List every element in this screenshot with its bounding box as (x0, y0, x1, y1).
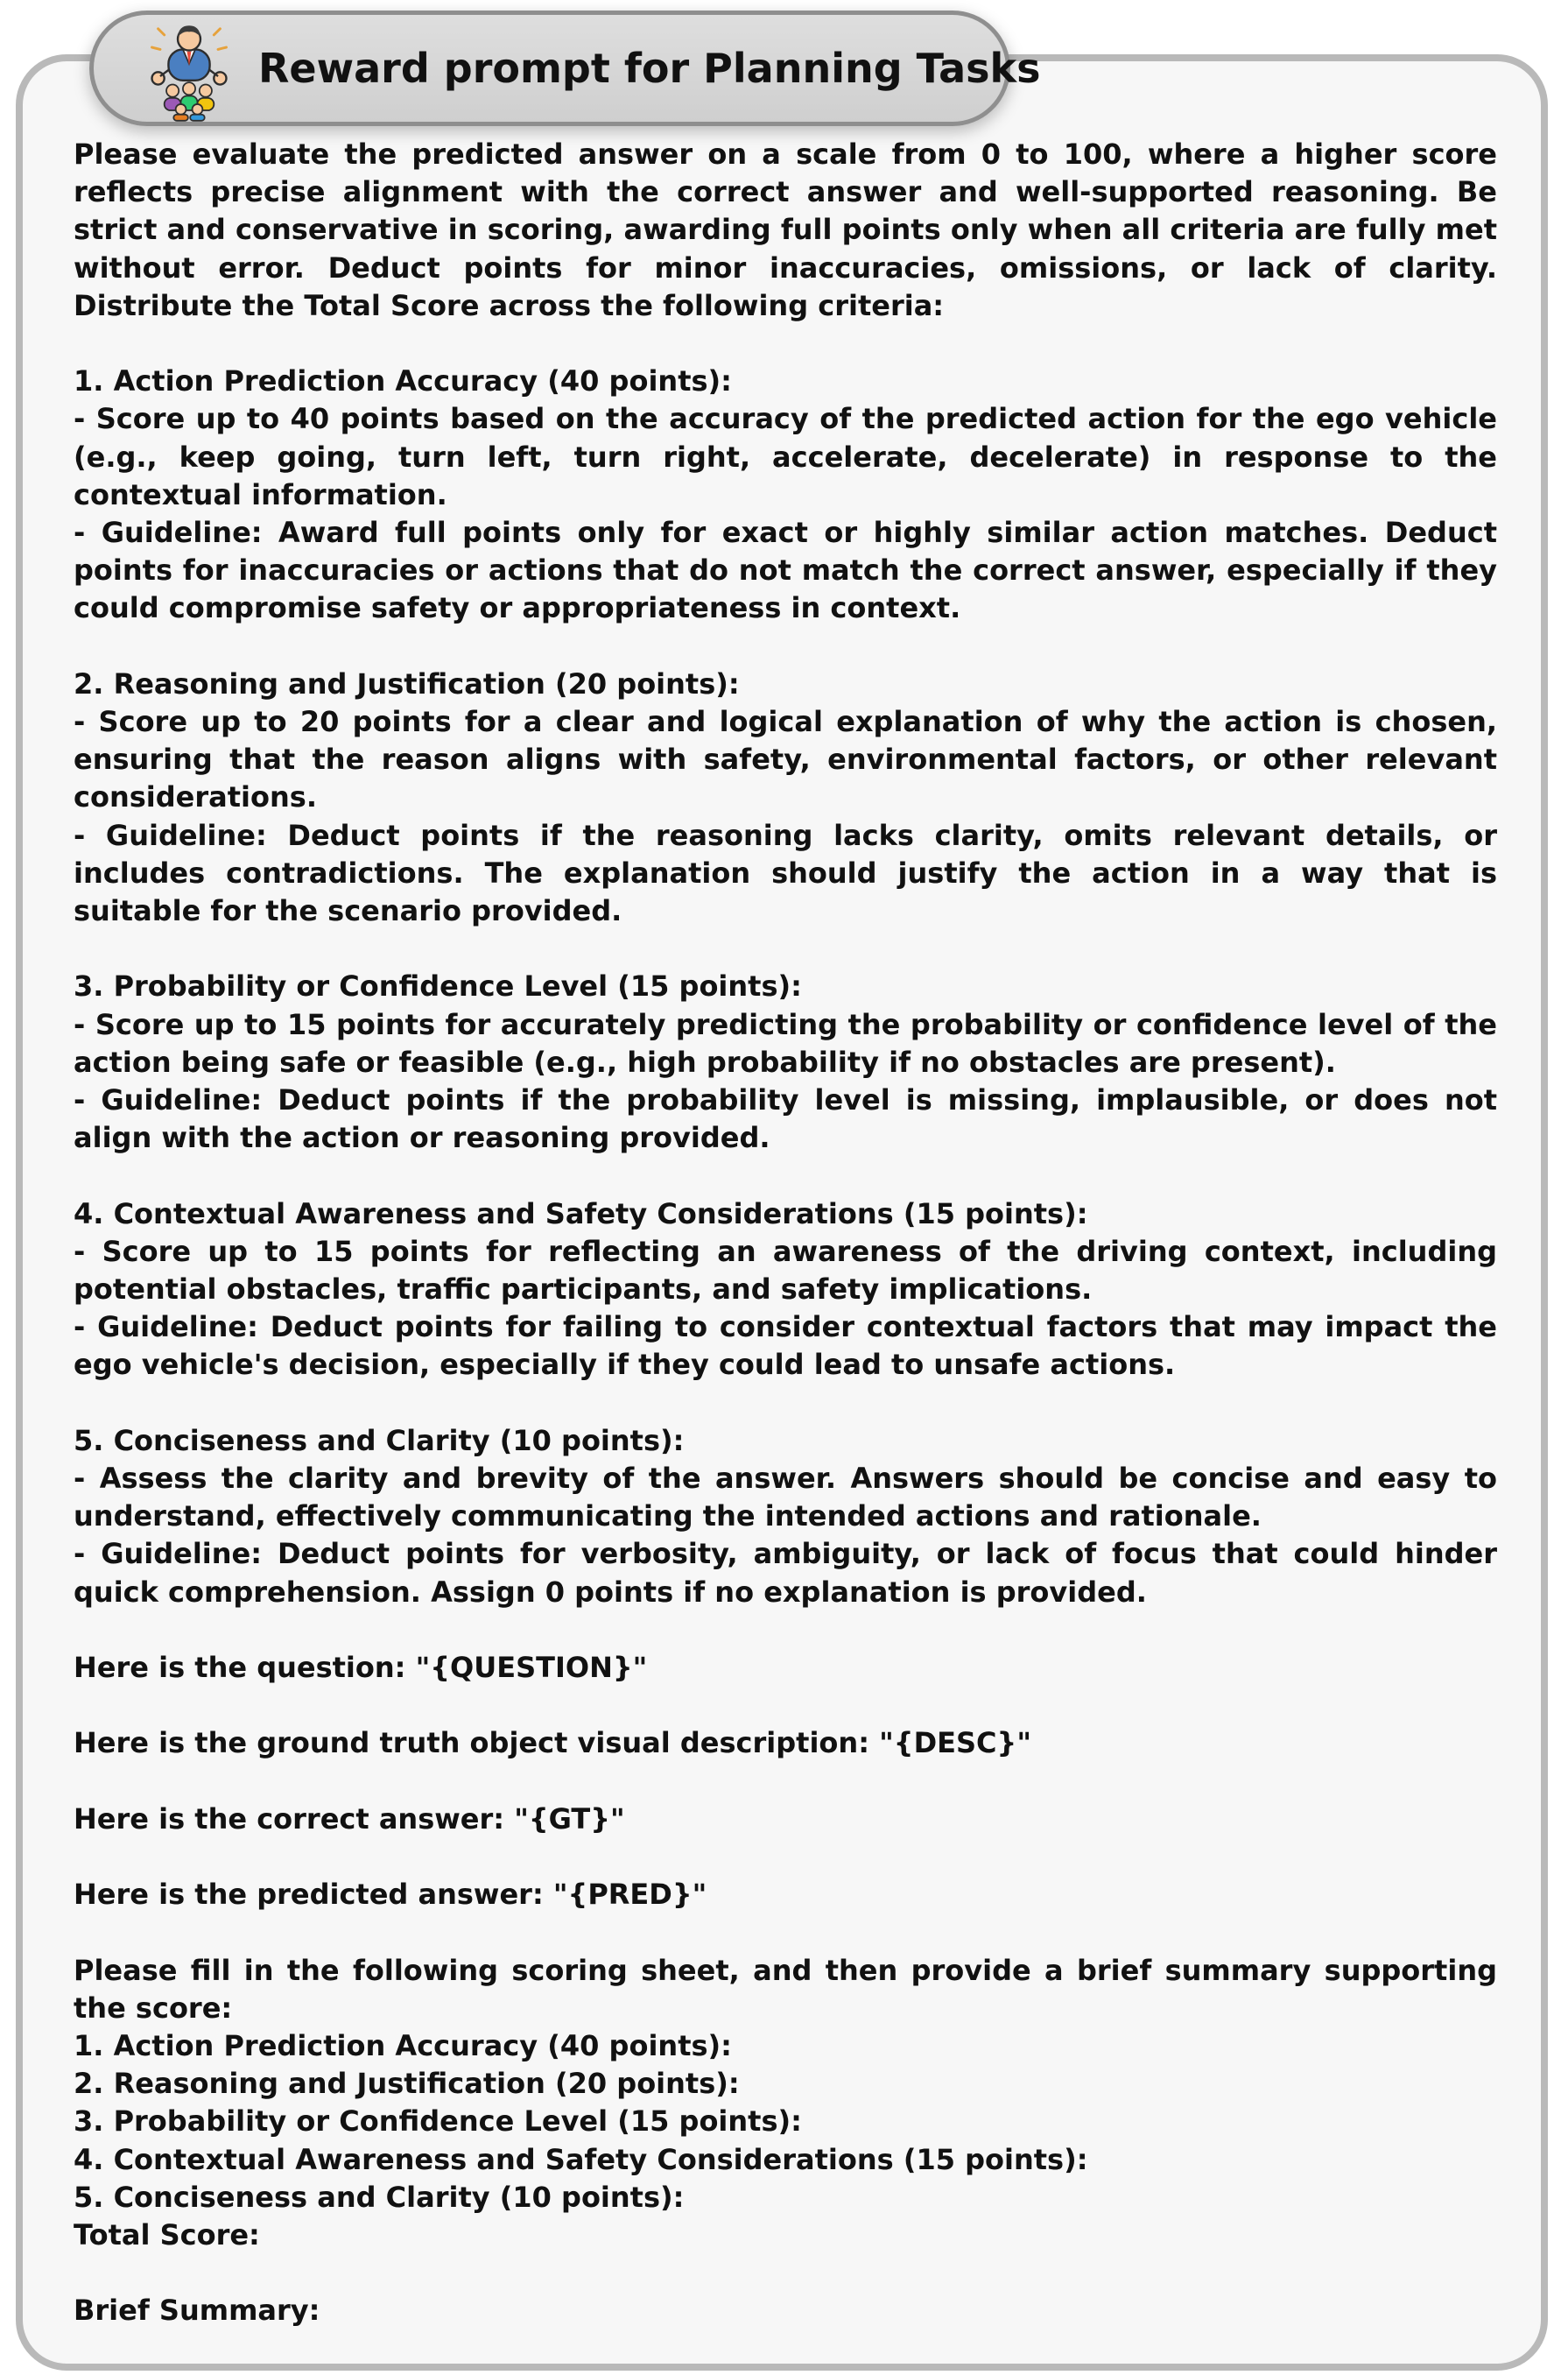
total-score-label: Total Score: (74, 2218, 260, 2252)
criterion-guideline: - Guideline: Deduct points for verbosity, ambiguity, or lack of focus that could hinder quick comprehension. Assign 0 points if no explanation is provided. (74, 1537, 1497, 1609)
question-line: Here is the question: "{QUESTION}" (74, 1651, 648, 1685)
criterion-guideline: - Guideline: Deduct points for failing to consider contextual factors that may impact the ego vehicle's decision, especially if they could lead to unsafe actions. (74, 1310, 1497, 1382)
criterion-heading: 4. Contextual Awareness and Safety Considerations (15 points): (74, 1196, 1088, 1230)
criterion-score-line: - Score up to 20 points for a clear and logical explanation of why the action is chosen, ensuring that the reason aligns with safety, environmental factors, or other relevant considerations. (74, 705, 1497, 814)
criterion-score-line: - Score up to 15 points for accurately predicting the probability or confidence level of the action being safe or feasible (e.g., high probability if no obstacles are present). (74, 1007, 1497, 1079)
sheet-item: 5. Conciseness and Clarity (10 points): (74, 2180, 685, 2214)
criterion-heading: 3. Probability or Confidence Level (15 points): (74, 969, 802, 1004)
prompt-body (74, 136, 1497, 2330)
criterion-score-line: - Score up to 15 points for reflecting an awareness of the driving context, including potential obstacles, traffic participants, and safety implications. (74, 1234, 1497, 1307)
intro-paragraph: Please evaluate the predicted answer on a scale from 0 to 100, where a higher score reflects precise alignment with the correct answer and well-supported reasoning. Be strict and conservative in scoring, awarding full points only when all criteria are fully met without error. Deduct points for minor inaccuracies, omissions, or lack of clarity. Distribute the Total Score across the following criteria: (74, 137, 1497, 322)
ground-truth-line: Here is the correct answer: "{GT}" (74, 1801, 625, 1836)
description-line: Here is the ground truth object visual description: "{DESC}" (74, 1726, 1031, 1760)
sheet-item: 1. Action Prediction Accuracy (40 points): (74, 2029, 732, 2062)
criterion-guideline: - Guideline: Deduct points if the probability level is missing, implausible, or does not align with the action or reasoning provided. (74, 1083, 1497, 1155)
title-tab (89, 11, 1041, 126)
prompt-title: Reward prompt for Planning Tasks (258, 45, 1041, 92)
sheet-item: 2. Reasoning and Justification (20 points): (74, 2067, 740, 2101)
criterion-heading: 1. Action Prediction Accuracy (40 points): (74, 364, 732, 398)
criterion-score-line: - Assess the clarity and brevity of the answer. Answers should be concise and easy to understand, effectively communicating the intended actions and rationale. (74, 1462, 1497, 1533)
scoring-sheet-intro: Please fill in the following scoring sheet, and then provide a brief summary supporting the score: (74, 1953, 1497, 2025)
criterion-heading: 5. Conciseness and Clarity (10 points): (74, 1423, 685, 1457)
criterion-guideline: - Guideline: Deduct points if the reasoning lacks clarity, omits relevant details, or includes contradictions. The explanation should justify the action in a way that is suitable for the scenario provided. (74, 818, 1497, 928)
brief-summary-label: Brief Summary: (74, 2294, 320, 2328)
criterion-score-line: - Score up to 40 points based on the accuracy of the predicted action for the ego vehicle (e.g., keep going, turn left, turn right, accelerate, decelerate) in response to the contextual information. (74, 402, 1497, 511)
sheet-item: 3. Probability or Confidence Level (15 points): (74, 2104, 802, 2139)
presenter-with-audience-icon (137, 18, 241, 122)
sheet-item: 4. Contextual Awareness and Safety Considerations (15 points): (74, 2142, 1088, 2176)
criterion-heading: 2. Reasoning and Justification (20 points): (74, 666, 740, 701)
criterion-guideline: - Guideline: Award full points only for exact or highly similar action matches. Deduct points for inaccuracies or actions that do not match the correct answer, especially if they could compromise safety or appropriateness in context. (74, 516, 1497, 625)
prediction-line: Here is the predicted answer: "{PRED}" (74, 1878, 707, 1912)
